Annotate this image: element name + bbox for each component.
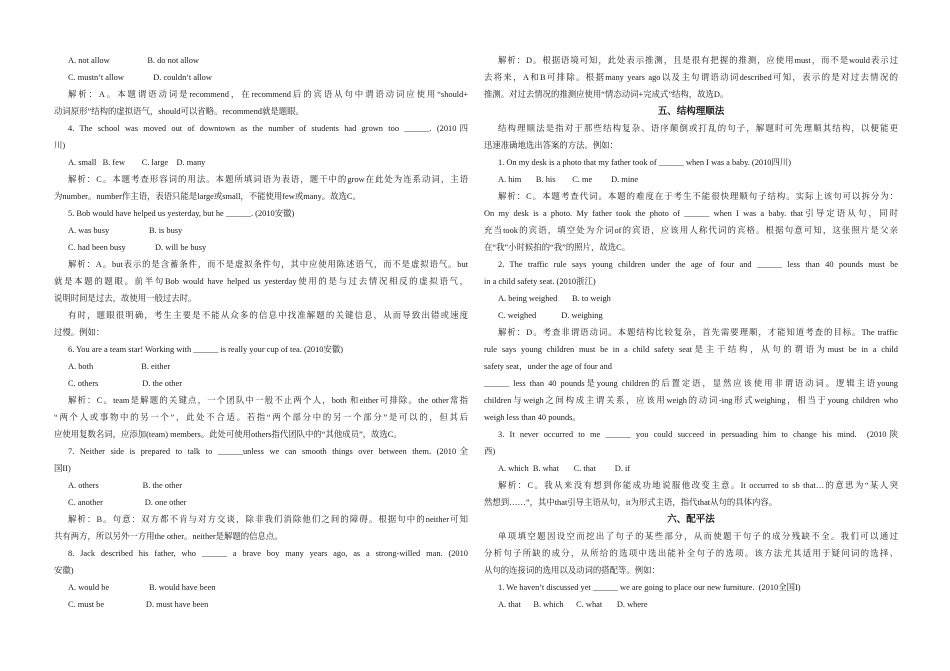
left-column [54,52,468,613]
text-line: 解析：C。本题考查代词。本题的难度在于考生不能很快理顺句子结构。实际上该句可以拆分为： [498,192,898,201]
text-line: On my desk is a photo. My father took the photo of ______ when I was a baby. that引导定语从句，同时 [484,209,898,218]
text-line: children与weigh之间构成主谓关系，应该用weigh的动词-ing形式weighing，相当于young children who [484,396,898,405]
text-line: 川) [54,141,66,150]
text-line: 充当took的宾语，填空处为介词of的宾语，应该用人称代词的宾格。根据句意可知，这张照片是父亲 [484,226,898,235]
text-line: A. was busy B. is busy [68,226,183,235]
text-line: 3. It never occurred to me ______ you could succeed in persuading him to change his mind. (2010陕 [498,430,898,439]
text-line: 国II) [54,464,71,473]
text-line: 解析：C。本题考查形容词的用法。本题所填词语为表语，题干中的grow在此处为连系动词，主语 [68,175,468,184]
text-line: A. him B. his C. me D. mine [498,175,639,184]
text-line: 共有两方，所以另外一方用the other。neither是解题的信息点。 [54,532,283,541]
text-line: A. both B. either [68,362,171,371]
text-line: 7. Neither side is prepared to talk to ______unless we can smooth things over between them. (2010全 [68,447,468,456]
text-line: A. would be B. would have been [68,583,216,592]
text-line: A. which B. what C. that D. if [498,464,631,473]
text-line: 8. Jack described his father, who ______ a brave boy many years ago, as a strong-willed man. (2010 [68,549,468,558]
text-line: 从句的连接词的选用以及动词的搭配等。例如： [484,566,660,575]
text-line: 过慢。例如： [54,328,105,337]
text-line: 1. We haven’t discussed yet ______ we are going to place our new furniture. (2010全国I) [498,583,801,592]
text-line: 就是本题的题眼。前半句Bob would have helped us yesterday使用的是与过去情况相反的虚拟语气， [54,277,468,286]
text-line: 解析：D。根据语境可知，此处表示推测，且是很有把握的推测，应使用must，而不是would表示过 [498,56,898,65]
text-line: 解析：A。but表示的是含蓄条件，而不是虚拟条件句，其中应使用陈述语气，而不是虚拟语气。but [68,260,468,269]
text-line: 迅速准确地选出答案的方法。例如： [484,141,618,150]
text-line: 解析：C。我从来没有想到你能成功地说服他改变主意。It occurred to sb that…的意思为“某人突 [498,481,898,490]
text-line: weigh less than 40 pounds。 [484,413,581,422]
text-line: C. mustn’t allow D. couldn’t allow [68,73,212,82]
text-line: 2. The traffic rule says young children under the age of four and ______ less than 40 pounds must be [498,260,898,269]
text-line: 6. You are a team star! Working with ______ is really your cup of tea. (2010安徽) [68,345,344,354]
text-line: 解析：B。句意：双方都不肯与对方交谈，除非我们消除他们之间的障碍。根据句中的neither可知 [68,515,468,524]
text-line: 动词原形”结构的虚拟语气，should可以省略。recommend就是题眼。 [54,107,304,116]
text-line: safety seat，under the age of four and [484,362,612,371]
text-line: 分析句子所缺的成分，从所给的选项中选出能补全句子的选项。该方法尤其适用于疑问词的选择、 [484,549,898,558]
text-line: C. had been busy D. will be busy [68,243,207,252]
text-line: in a child safety seat. (2010浙江) [484,277,596,286]
text-line: 结构理顺法是指对于那些结构复杂、语序颠倒或打乱的句子，解题时可先理顺其结构，以便能更 [498,124,898,133]
text-line: C. another D. one other [68,498,187,507]
text-line: 在“我”小时候拍的“我”的照片，故选C。 [484,243,631,252]
text-line: 1. On my desk is a photo that my father took of ______ when I was a baby. (2010四川) [498,158,791,167]
text-line: A. small B. few C. large D. many [68,158,206,167]
text-line: A. that B. which C. what D. where [498,600,648,609]
text-line: 解析：A。本题谓语动词是recommend，在recommend后的宾语从句中谓语动词应使用“should+ [68,90,468,99]
section-heading: 六、配平法 [667,514,715,525]
text-line: C. weighed D. weighing [498,311,603,320]
text-line: 西) [484,447,496,456]
text-line: 4. The school was moved out of downtown as the number of students had grown too ______. (2010四 [68,124,468,133]
text-line: ______ less than 40 pounds是young children的后置定语，显然应该使用非谓语动词。逻辑主语young [484,379,898,388]
text-line: 安徽) [54,566,74,575]
text-line: 说明时间是过去，故使用一般过去时。 [54,294,197,303]
text-line: A. not allow B. do not allow [68,56,199,65]
text-line: C. others D. the other [68,379,182,388]
text-line: 解析：C。team是解题的关键点，一个团队中一般不止两个人，both 和either可排除。the other常指 [68,396,468,405]
text-line: 应使用复数名词，应添加(team) members。此处可使用others指代团队中的“其他成员”，故选C。 [54,430,402,439]
right-column [484,52,898,613]
text-line: “两个人或事物中的另一个”，此处不合适。若指“两个部分中的另一个部分”是可以的，但其后 [54,413,468,422]
text-line: 解析：D。考查非谓语动词。本题结构比较复杂，首先需要理顺，才能知道考查的目标。The traffic [498,328,898,337]
text-line: 为number。number作主语，表语只能是large或small，不能使用few或many。故选C。 [54,192,361,201]
text-line: 单项填空题因设空而挖出了句子的某些部分，从而使题干句子的成分残缺不全。我们可以通过 [498,532,898,541]
text-line: A. being weighed B. to weigh [498,294,611,303]
text-line: 推测。对过去情况的推测应使用“情态动词+完成式”结构，故选D。 [484,90,729,99]
text-line: rule says young children must be in a child safety seat是主干结构，从句的谓语为must be in a child [484,345,898,354]
text-line: 然想到……”，其中that引导主语从句，it为形式主语，指代that从句的具体内容。 [484,498,778,507]
text-line: A. others B. the other [68,481,182,490]
text-line: 去将来，A和B可排除。根据many years ago以及主句谓语动词described可知，表示的是对过去情况的 [484,73,898,82]
text-line: C. must be D. must have been [68,600,209,609]
text-line: 有时，题眼很明确，考生主要是不能从众多的信息中找准解题的关键信息，从而导致出错或速度 [68,311,468,320]
text-line: 5. Bob would have helped us yesterday, but he ______. (2010安徽) [68,209,295,218]
section-heading: 五、结构理顺法 [657,106,725,117]
